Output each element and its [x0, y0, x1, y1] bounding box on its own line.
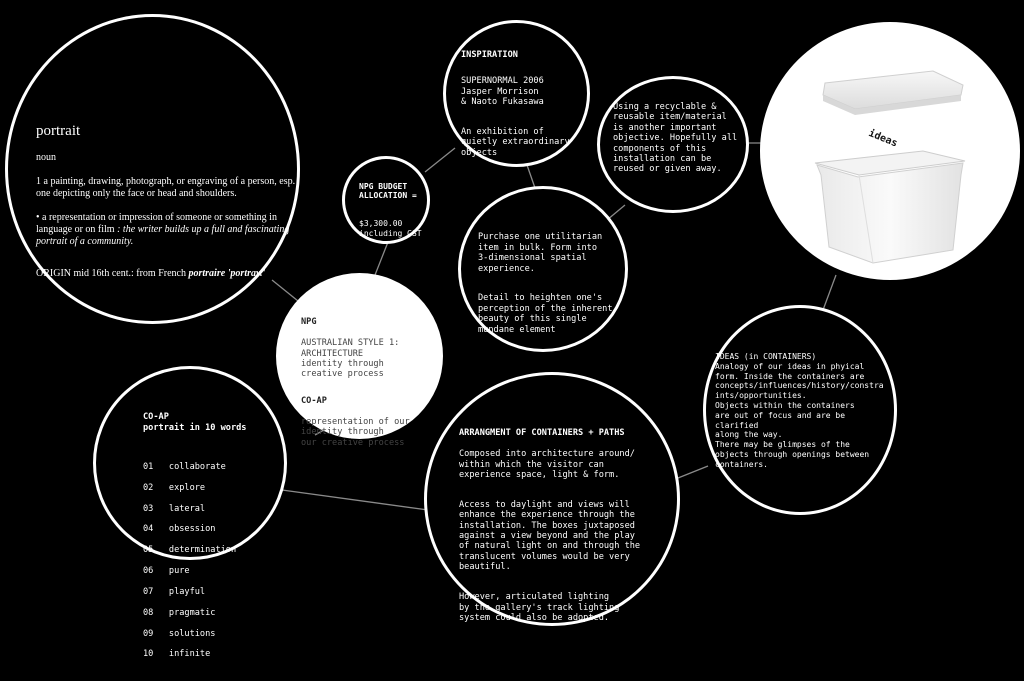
coap-representation: representation of our identity through our creative process: [301, 417, 410, 448]
list-item: 09 solutions: [143, 628, 216, 639]
container-lid: [823, 71, 963, 115]
list-item: 04 obsession: [143, 524, 216, 535]
npg-text: [301, 307, 441, 459]
link-coap-arrangement: [282, 490, 428, 510]
portrait-origin: ORIGIN mid 16th cent.: from French portraire 'portray.': [36, 268, 266, 279]
inspiration-text: [461, 40, 586, 168]
arrangement-heading: ARRANGMENT OF CONTAINERS + PATHS: [459, 428, 625, 439]
arrangement-paragraph-2: Access to daylight and views will enhance the experience through the installation. The boxes juxtaposed against a view beyond and the play of natural light on and through the translucent volumes would be very beautiful.: [459, 499, 641, 573]
container-box: [815, 151, 965, 263]
npg-style: AUSTRALIAN STYLE 1: ARCHITECTURE identity through creative process: [301, 338, 400, 380]
inspiration-description: An exhibition of quietly extraordinary objects: [461, 126, 570, 158]
purchase-paragraph-2: Detail to heighten one's perception of the inherent beauty of this single mundane element: [478, 293, 613, 335]
list-item: 07 playful: [143, 586, 206, 597]
portrait-word: portrait: [36, 123, 81, 139]
ideas-label: ideas: [866, 128, 899, 150]
arrangement-text: [459, 418, 674, 634]
inspiration-exhibition: SUPERNORMAL 2006 Jasper Morrison & Naoto Fukasawa: [461, 76, 544, 108]
budget-text: [359, 172, 429, 248]
portrait-definition-1: 1 a painting, drawing, photograph, or engraving of a person, esp. one depicting only the face or head and shoulders.: [36, 176, 296, 199]
ideas-containers-text: IDEAS (in CONTAINERS) Analogy of our ideas in phyical form. Inside the containers are concepts/influences/history/constra ints/opportunities. Objects within the containers are out of focus and are be clarified along the way. There may be glimpses of the objects through openings between containers.: [715, 352, 884, 469]
purchase-text: [478, 222, 623, 345]
coap-heading: CO-AP: [301, 396, 327, 407]
inspiration-heading: INSPIRATION: [461, 50, 518, 61]
budget-amount: $3,300.00 including GST: [359, 219, 422, 238]
arrangement-paragraph-3: However, articulated lighting by the gallery's track lighting system could also be adopted.: [459, 592, 620, 623]
list-item: 01 collaborate: [143, 462, 226, 473]
arrangement-paragraph-1: Composed into architecture around/ within which the visitor can experience space, light & form.: [459, 449, 635, 481]
portrait-definition: [36, 110, 298, 292]
link-ideas-image-containers: [823, 275, 836, 310]
ideas-image-bubble: [760, 22, 1020, 280]
portrait-definition-2: • a representation or impression of someone or something in language or on film : the writer builds up a full and fascinating portrait of a community.: [36, 212, 290, 247]
list-item: 02 explore: [143, 482, 206, 493]
list-item: 10 infinite: [143, 649, 211, 660]
coap-words-list: [143, 452, 278, 671]
containers-illustration: [763, 25, 1020, 280]
npg-heading: NPG: [301, 317, 317, 328]
link-budget-inspiration: [425, 148, 455, 172]
list-item: 05 determination: [143, 545, 237, 556]
list-item: 08 pragmatic: [143, 607, 216, 618]
list-item: 03 lateral: [143, 503, 206, 514]
budget-heading: NPG BUDGET ALLOCATION =: [359, 181, 417, 201]
recyclable-text: Using a recyclable & reusable item/material is another important objective. Hopefully all components of this installation can be reused or given away.: [613, 102, 738, 175]
list-item: 06 pure: [143, 566, 190, 577]
coap-words-text: [143, 402, 278, 681]
purchase-paragraph-1: Purchase one utilitarian item in bulk. Form into 3-dimensional spatial experience.: [478, 232, 603, 274]
coap-words-heading: CO-AP portrait in 10 words: [143, 412, 247, 433]
portrait-part-of-speech: noun: [36, 152, 56, 163]
